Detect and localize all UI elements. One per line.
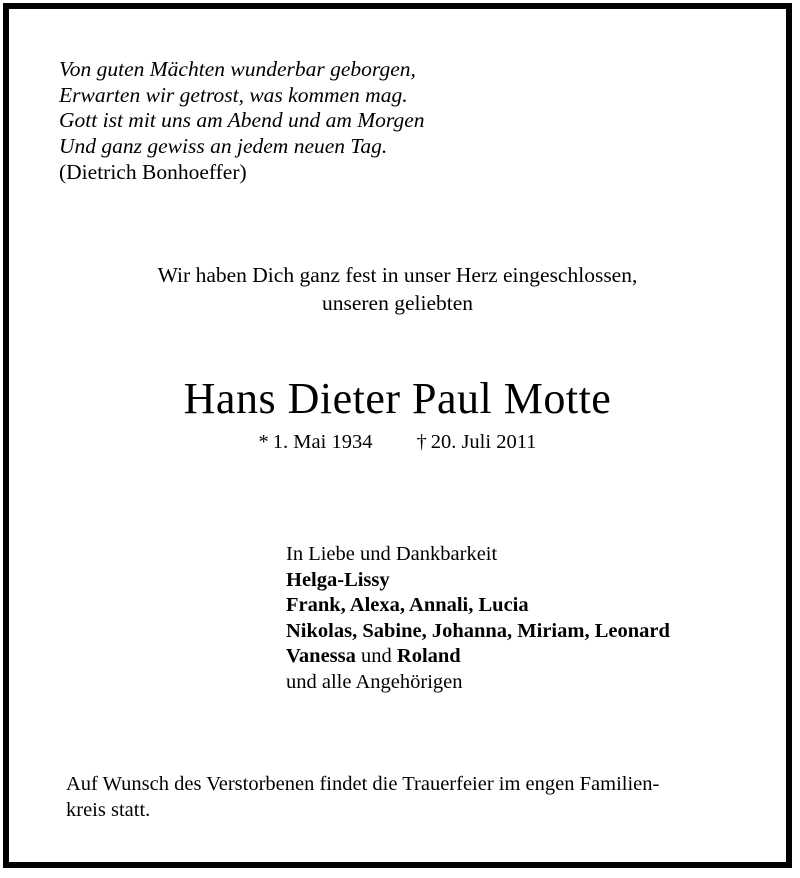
life-dates [9,430,786,454]
funeral-note [66,771,756,823]
poem-line-1: Von guten Mächten wunderbar geborgen, [59,57,416,81]
poem-line-4: Und ganz gewiss an jedem neuen Tag. [59,133,388,158]
death-cross-icon: † [416,431,427,453]
family-pair-first: Vanessa [286,645,356,667]
family-grandchildren: Nikolas, Sabine, Johanna, Miriam, Leonard [286,619,670,642]
family-pair-second: Roland [396,645,461,667]
family-spouse: Helga-Lissy [286,568,390,591]
funeral-note-line-1: Auf Wunsch des Verstorbenen findet die Trauerfeier im engen Familien- [66,773,660,795]
birth-date: 1. Mai 1934 [272,431,373,453]
poem-attribution: (Dietrich Bonhoeffer) [59,160,247,184]
family-relatives: und alle Angehörigen [286,670,463,693]
family-children: Frank, Alexa, Annali, Lucia [286,594,529,616]
death-date-group [416,431,536,453]
family-intro: In Liebe und Dankbarkeit [286,543,498,565]
funeral-note-line-2: kreis statt. [66,799,151,821]
family-pair-conjunction: und [355,645,397,667]
poem-line-3: Gott ist mit uns am Abend und am Morgen [59,108,425,132]
deceased-name: Hans Dieter Paul Motte [183,374,612,423]
family-block [286,542,670,695]
poem-block [59,57,425,186]
birth-date-group [259,431,373,453]
dedication-line-1: Wir haben Dich ganz fest in unser Herz eingeschlossen, [157,263,638,287]
poem-line-2: Erwarten wir getrost, was kommen mag. [59,82,408,107]
death-date: 20. Juli 2011 [430,431,537,453]
dedication-block [9,261,786,317]
birth-star-icon: * [258,431,269,453]
family-pair [286,644,670,670]
notice-content [9,9,786,862]
obituary-notice [3,3,792,868]
dedication-line-2: unseren geliebten [321,291,474,315]
deceased-block [9,374,786,454]
